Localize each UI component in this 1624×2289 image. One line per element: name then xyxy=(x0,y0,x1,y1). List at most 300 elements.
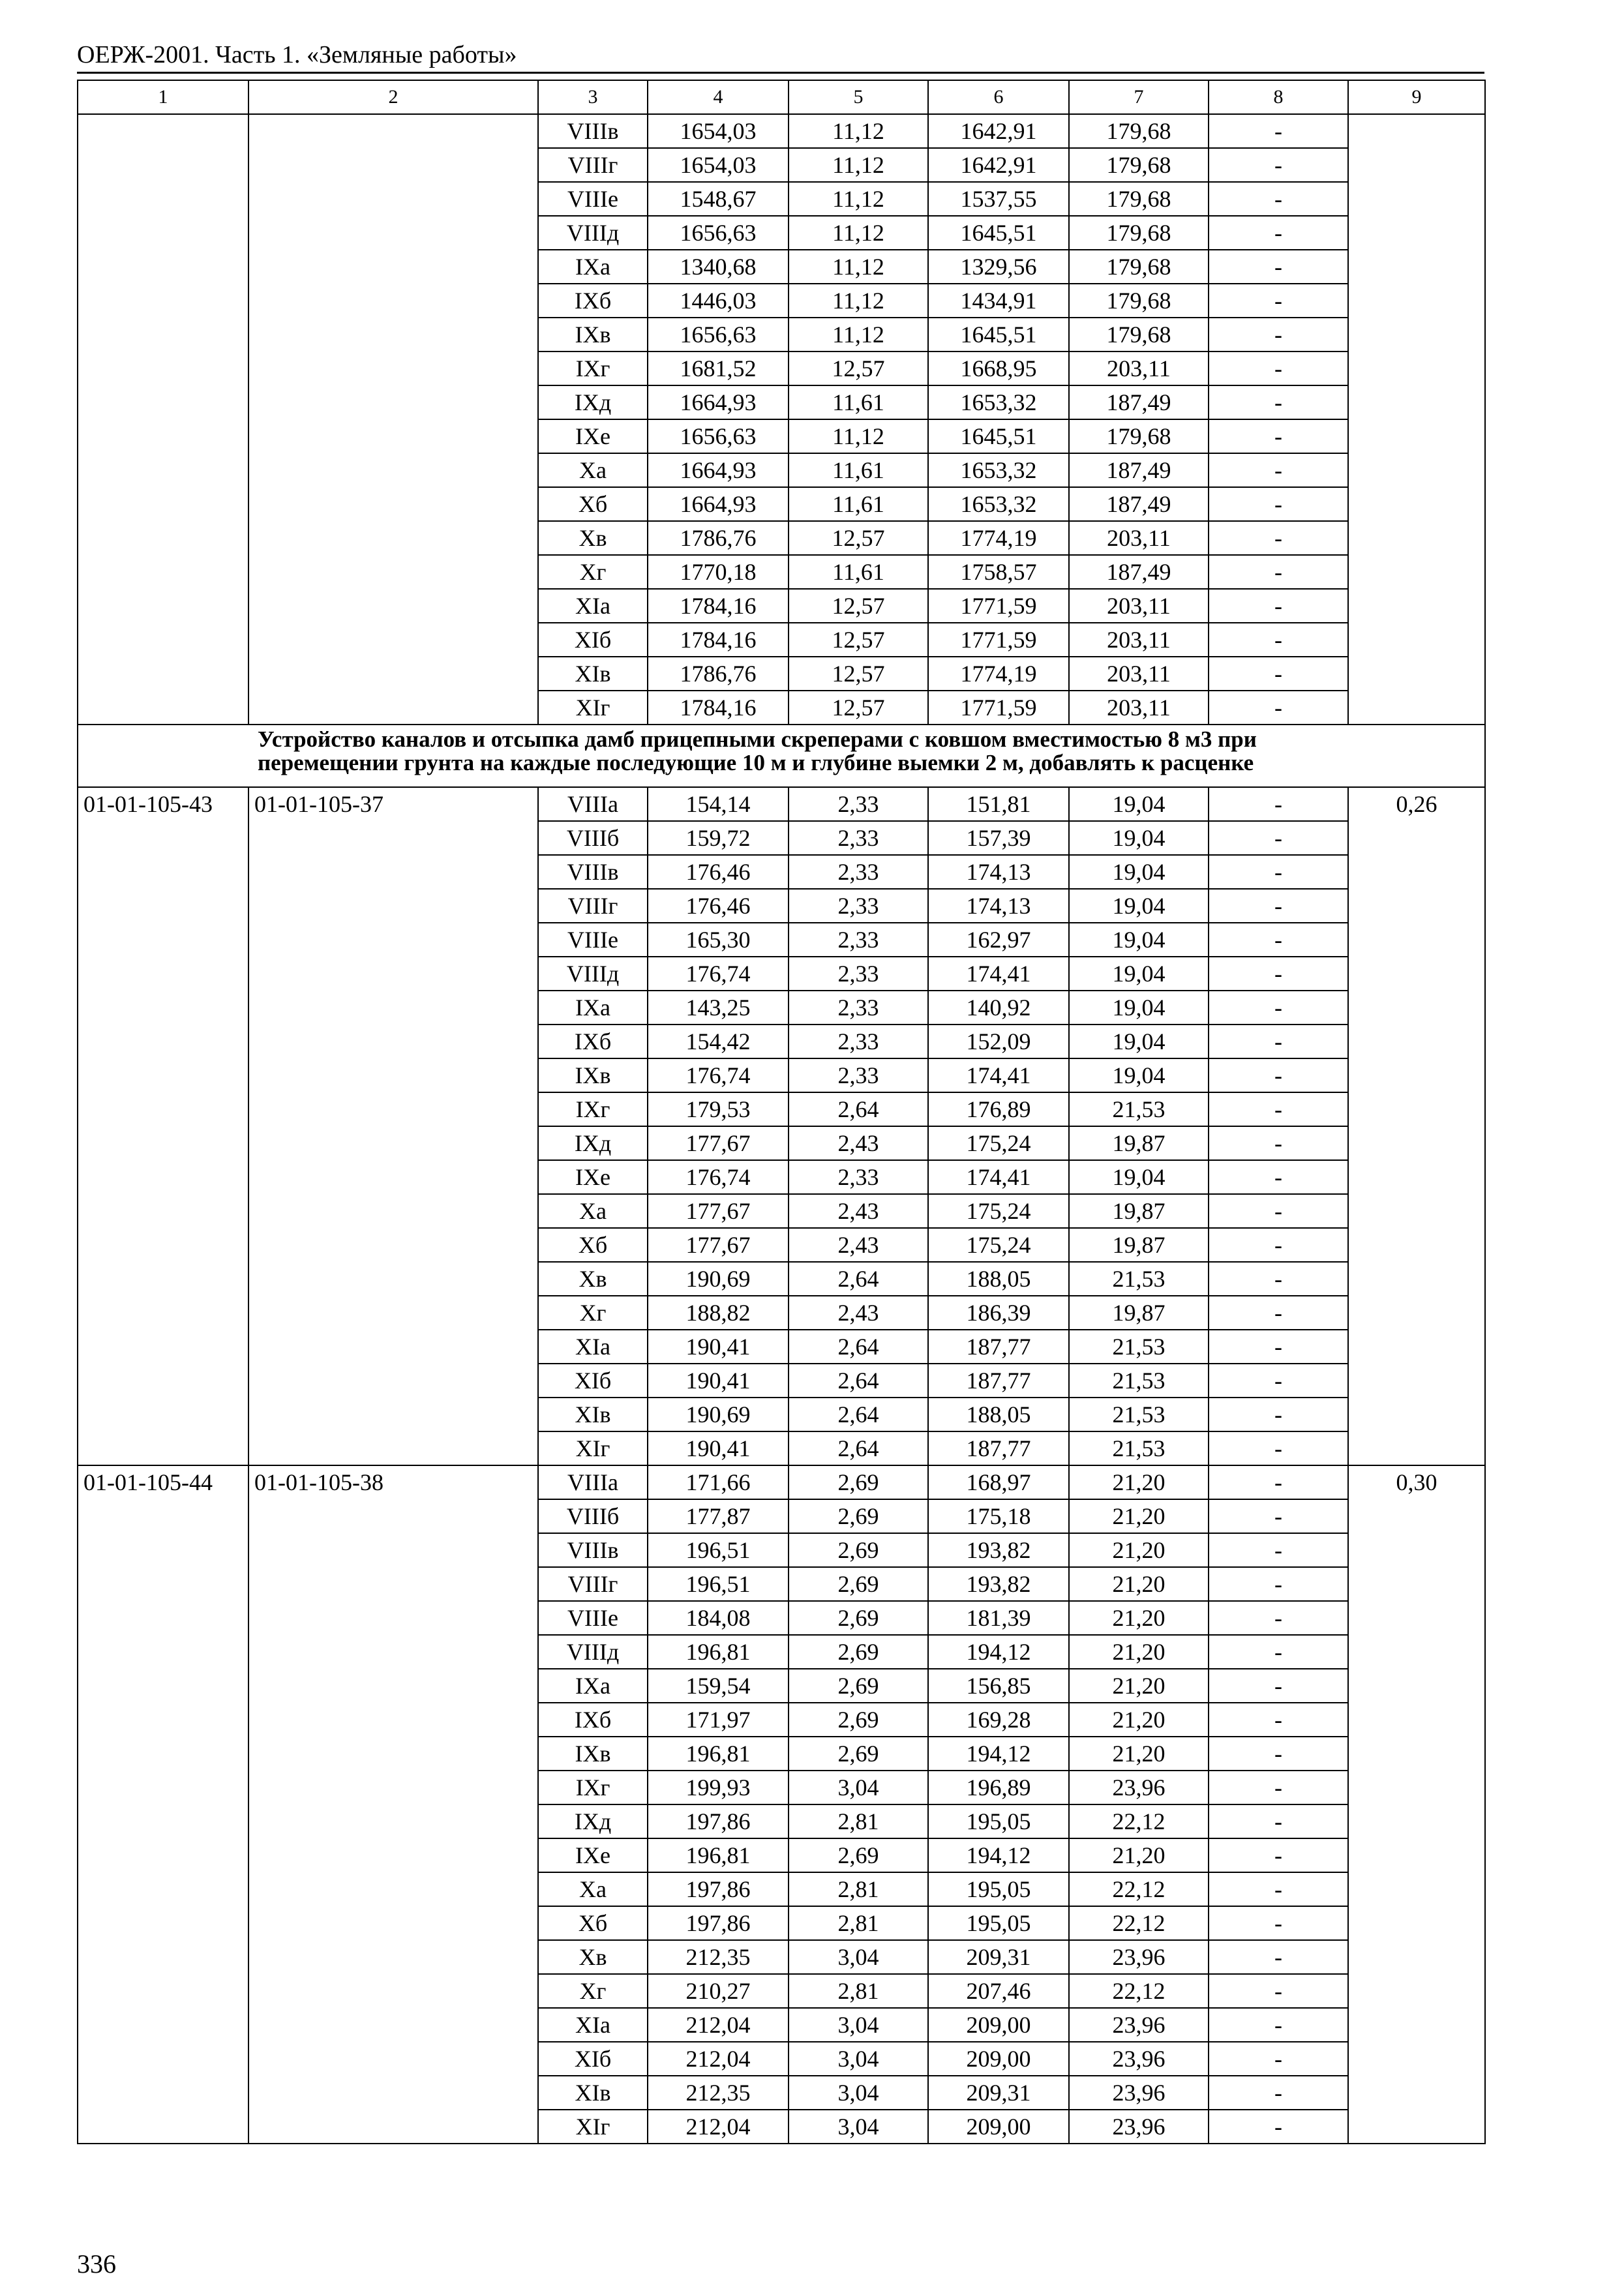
wages-cell: 11,12 xyxy=(789,148,928,182)
machine-cost-cell: 1642,91 xyxy=(928,148,1069,182)
machinist-wages-cell: 19,04 xyxy=(1069,957,1209,991)
machinist-wages-cell: 179,68 xyxy=(1069,284,1209,318)
materials-cell: - xyxy=(1209,1499,1348,1533)
materials-cell: - xyxy=(1209,250,1348,284)
total-cost-cell: 177,67 xyxy=(648,1126,789,1160)
machinist-wages-cell: 21,20 xyxy=(1069,1669,1209,1703)
total-cost-cell: 196,81 xyxy=(648,1635,789,1669)
column-number: 1 xyxy=(78,80,248,114)
machinist-wages-cell: 21,20 xyxy=(1069,1465,1209,1499)
table-body xyxy=(78,80,1485,2144)
machine-cost-cell: 1653,32 xyxy=(928,385,1069,419)
machinist-wages-cell: 21,53 xyxy=(1069,1431,1209,1465)
total-cost-cell: 1664,93 xyxy=(648,487,789,521)
wages-cell: 3,04 xyxy=(789,2042,928,2076)
machine-cost-cell: 187,77 xyxy=(928,1431,1069,1465)
total-cost-cell: 177,67 xyxy=(648,1228,789,1262)
total-cost-cell: 212,04 xyxy=(648,2008,789,2042)
machine-cost-cell: 175,24 xyxy=(928,1126,1069,1160)
soil-group-cell: Xб xyxy=(538,1228,648,1262)
machinist-wages-cell: 179,68 xyxy=(1069,114,1209,148)
machine-cost-cell: 194,12 xyxy=(928,1838,1069,1872)
wages-cell: 2,64 xyxy=(789,1262,928,1296)
machine-cost-cell: 1771,59 xyxy=(928,623,1069,657)
wages-cell: 2,64 xyxy=(789,1398,928,1431)
wages-cell: 2,33 xyxy=(789,923,928,957)
soil-group-cell: VIIIе xyxy=(538,923,648,957)
machinist-wages-cell: 21,20 xyxy=(1069,1567,1209,1601)
machinist-wages-cell: 19,04 xyxy=(1069,821,1209,855)
machine-cost-cell: 140,92 xyxy=(928,991,1069,1025)
soil-group-cell: IXб xyxy=(538,1703,648,1737)
machine-cost-cell: 1774,19 xyxy=(928,521,1069,555)
materials-cell: - xyxy=(1209,1194,1348,1228)
wages-cell: 2,43 xyxy=(789,1194,928,1228)
table-row xyxy=(78,1465,1485,1499)
total-cost-cell: 196,81 xyxy=(648,1838,789,1872)
machine-cost-cell: 1653,32 xyxy=(928,453,1069,487)
wages-cell: 11,12 xyxy=(789,419,928,453)
materials-cell: - xyxy=(1209,855,1348,889)
soil-group-cell: IXд xyxy=(538,1804,648,1838)
materials-cell: - xyxy=(1209,657,1348,691)
total-cost-cell: 177,87 xyxy=(648,1499,789,1533)
section-heading-row xyxy=(78,725,1485,787)
header-rule xyxy=(77,72,1484,74)
total-cost-cell: 1656,63 xyxy=(648,318,789,352)
total-cost-cell: 196,51 xyxy=(648,1567,789,1601)
total-cost-cell: 190,41 xyxy=(648,1431,789,1465)
soil-group-cell: Xв xyxy=(538,1940,648,1974)
materials-cell: - xyxy=(1209,352,1348,385)
machinist-wages-cell: 22,12 xyxy=(1069,1906,1209,1940)
machinist-wages-cell: 179,68 xyxy=(1069,216,1209,250)
soil-group-cell: VIIIг xyxy=(538,148,648,182)
total-cost-cell: 199,93 xyxy=(648,1771,789,1804)
total-cost-cell: 154,42 xyxy=(648,1025,789,1058)
rate-code-cell: 01-01-105-43 xyxy=(78,787,248,1465)
machine-cost-cell: 157,39 xyxy=(928,821,1069,855)
wages-cell: 11,12 xyxy=(789,284,928,318)
materials-cell: - xyxy=(1209,787,1348,821)
soil-group-cell: XIв xyxy=(538,2076,648,2110)
machine-cost-cell: 175,24 xyxy=(928,1228,1069,1262)
wages-cell: 11,61 xyxy=(789,487,928,521)
machinist-wages-cell: 19,04 xyxy=(1069,1025,1209,1058)
soil-group-cell: VIIIе xyxy=(538,1601,648,1635)
column-number: 6 xyxy=(928,80,1069,114)
wages-cell: 2,69 xyxy=(789,1838,928,1872)
wages-cell: 2,69 xyxy=(789,1601,928,1635)
machinist-wages-cell: 23,96 xyxy=(1069,2042,1209,2076)
total-cost-cell: 196,51 xyxy=(648,1533,789,1567)
soil-group-cell: IXа xyxy=(538,1669,648,1703)
column-number: 5 xyxy=(789,80,928,114)
total-cost-cell: 176,74 xyxy=(648,957,789,991)
section-title xyxy=(78,728,1484,775)
soil-group-cell: VIIIг xyxy=(538,1567,648,1601)
wages-cell: 2,81 xyxy=(789,1872,928,1906)
soil-group-cell: XIа xyxy=(538,1330,648,1364)
materials-cell: - xyxy=(1209,2110,1348,2144)
machinist-wages-cell: 19,87 xyxy=(1069,1194,1209,1228)
materials-cell: - xyxy=(1209,1669,1348,1703)
materials-cell: - xyxy=(1209,889,1348,923)
machine-cost-cell: 195,05 xyxy=(928,1872,1069,1906)
machine-cost-cell: 1653,32 xyxy=(928,487,1069,521)
machine-cost-cell: 1537,55 xyxy=(928,182,1069,216)
total-cost-cell: 165,30 xyxy=(648,923,789,957)
soil-group-cell: IXа xyxy=(538,250,648,284)
machinist-wages-cell: 203,11 xyxy=(1069,691,1209,725)
table-row xyxy=(78,114,1485,148)
machinist-wages-cell: 203,11 xyxy=(1069,623,1209,657)
materials-cell: - xyxy=(1209,2076,1348,2110)
soil-group-cell: IXд xyxy=(538,1126,648,1160)
soil-group-cell: IXв xyxy=(538,318,648,352)
soil-group-cell: IXе xyxy=(538,419,648,453)
machine-cost-cell: 187,77 xyxy=(928,1364,1069,1398)
materials-cell: - xyxy=(1209,1092,1348,1126)
wages-cell: 3,04 xyxy=(789,2110,928,2144)
machine-cost-cell: 174,41 xyxy=(928,1160,1069,1194)
page-number: 336 xyxy=(77,2249,116,2279)
total-cost-cell: 190,69 xyxy=(648,1262,789,1296)
machinist-wages-cell: 21,53 xyxy=(1069,1092,1209,1126)
machine-cost-cell: 194,12 xyxy=(928,1737,1069,1771)
total-cost-cell: 171,66 xyxy=(648,1465,789,1499)
machinist-wages-cell: 21,20 xyxy=(1069,1737,1209,1771)
machinist-wages-cell: 19,04 xyxy=(1069,1160,1209,1194)
machinist-wages-cell: 19,04 xyxy=(1069,923,1209,957)
machinist-wages-cell: 21,20 xyxy=(1069,1635,1209,1669)
machinist-wages-cell: 19,04 xyxy=(1069,855,1209,889)
total-cost-cell: 154,14 xyxy=(648,787,789,821)
materials-cell: - xyxy=(1209,1296,1348,1330)
machinist-wages-cell: 23,96 xyxy=(1069,1940,1209,1974)
materials-cell: - xyxy=(1209,385,1348,419)
machine-cost-cell: 1329,56 xyxy=(928,250,1069,284)
total-cost-cell: 1786,76 xyxy=(648,521,789,555)
wages-cell: 11,12 xyxy=(789,250,928,284)
materials-cell: - xyxy=(1209,1160,1348,1194)
soil-group-cell: VIIIв xyxy=(538,1533,648,1567)
materials-cell: - xyxy=(1209,1872,1348,1906)
materials-cell: - xyxy=(1209,1804,1348,1838)
wages-cell: 11,61 xyxy=(789,555,928,589)
machine-cost-cell: 169,28 xyxy=(928,1703,1069,1737)
page-header: ОЕРЖ-2001. Часть 1. «Земляные работы» xyxy=(77,41,517,68)
machinist-wages-cell: 203,11 xyxy=(1069,352,1209,385)
machinist-wages-cell: 203,11 xyxy=(1069,657,1209,691)
wages-cell: 2,33 xyxy=(789,821,928,855)
materials-cell: - xyxy=(1209,1398,1348,1431)
materials-cell: - xyxy=(1209,1737,1348,1771)
soil-group-cell: VIIIг xyxy=(538,889,648,923)
wages-cell: 2,69 xyxy=(789,1635,928,1669)
wages-cell: 2,81 xyxy=(789,1906,928,1940)
machinist-wages-cell: 187,49 xyxy=(1069,487,1209,521)
wages-cell: 2,33 xyxy=(789,855,928,889)
total-cost-cell: 1340,68 xyxy=(648,250,789,284)
machine-cost-cell: 1774,19 xyxy=(928,657,1069,691)
machinist-wages-cell: 19,87 xyxy=(1069,1296,1209,1330)
rate-code-cell xyxy=(78,114,248,725)
wages-cell: 11,61 xyxy=(789,453,928,487)
machine-cost-cell: 1434,91 xyxy=(928,284,1069,318)
total-cost-cell: 1786,76 xyxy=(648,657,789,691)
machinist-wages-cell: 21,20 xyxy=(1069,1533,1209,1567)
soil-group-cell: IXв xyxy=(538,1058,648,1092)
soil-group-cell: IXб xyxy=(538,284,648,318)
soil-group-cell: VIIIб xyxy=(538,821,648,855)
materials-cell: - xyxy=(1209,691,1348,725)
materials-cell: - xyxy=(1209,216,1348,250)
materials-cell: - xyxy=(1209,487,1348,521)
total-cost-cell: 197,86 xyxy=(648,1906,789,1940)
soil-group-cell: IXг xyxy=(538,1092,648,1126)
total-cost-cell: 212,04 xyxy=(648,2110,789,2144)
total-cost-cell: 1654,03 xyxy=(648,114,789,148)
soil-group-cell: VIIIд xyxy=(538,1635,648,1669)
materials-cell: - xyxy=(1209,2008,1348,2042)
wages-cell: 3,04 xyxy=(789,2008,928,2042)
wages-cell: 2,33 xyxy=(789,1160,928,1194)
soil-group-cell: Xг xyxy=(538,1974,648,2008)
machine-cost-cell: 186,39 xyxy=(928,1296,1069,1330)
machine-cost-cell: 194,12 xyxy=(928,1635,1069,1669)
soil-group-cell: XIг xyxy=(538,2110,648,2144)
total-cost-cell: 143,25 xyxy=(648,991,789,1025)
materials-cell: - xyxy=(1209,1974,1348,2008)
soil-group-cell: IXг xyxy=(538,352,648,385)
soil-group-cell: IXд xyxy=(538,385,648,419)
materials-cell: - xyxy=(1209,453,1348,487)
machinist-wages-cell: 21,53 xyxy=(1069,1364,1209,1398)
section-title-line: Устройство каналов и отсыпка дамб прицепными скреперами с ковшом вместимостью 8 м3 при xyxy=(258,726,1257,752)
wages-cell: 2,69 xyxy=(789,1465,928,1499)
total-cost-cell: 1784,16 xyxy=(648,691,789,725)
wages-cell: 2,33 xyxy=(789,1025,928,1058)
materials-cell: - xyxy=(1209,1025,1348,1058)
machine-cost-cell: 195,05 xyxy=(928,1906,1069,1940)
wages-cell: 2,69 xyxy=(789,1533,928,1567)
soil-group-cell: VIIIа xyxy=(538,787,648,821)
wages-cell: 12,57 xyxy=(789,691,928,725)
wages-cell: 2,33 xyxy=(789,991,928,1025)
machinist-wages-cell: 179,68 xyxy=(1069,419,1209,453)
total-cost-cell: 197,86 xyxy=(648,1804,789,1838)
machinist-wages-cell: 23,96 xyxy=(1069,1771,1209,1804)
machine-cost-cell: 1645,51 xyxy=(928,318,1069,352)
wages-cell: 2,33 xyxy=(789,787,928,821)
machinist-wages-cell: 19,04 xyxy=(1069,1058,1209,1092)
materials-cell: - xyxy=(1209,521,1348,555)
soil-group-cell: IXв xyxy=(538,1737,648,1771)
machine-cost-cell: 195,05 xyxy=(928,1804,1069,1838)
wages-cell: 11,12 xyxy=(789,216,928,250)
wages-cell: 3,04 xyxy=(789,2076,928,2110)
machinist-wages-cell: 179,68 xyxy=(1069,148,1209,182)
machine-cost-cell: 174,41 xyxy=(928,957,1069,991)
materials-cell: - xyxy=(1209,1771,1348,1804)
materials-cell: - xyxy=(1209,1058,1348,1092)
wages-cell: 2,43 xyxy=(789,1228,928,1262)
materials-cell: - xyxy=(1209,148,1348,182)
materials-cell: - xyxy=(1209,1635,1348,1669)
machine-cost-cell: 1758,57 xyxy=(928,555,1069,589)
machine-cost-cell: 196,89 xyxy=(928,1771,1069,1804)
column-number-row xyxy=(78,80,1485,114)
machine-cost-cell: 181,39 xyxy=(928,1601,1069,1635)
total-cost-cell: 196,81 xyxy=(648,1737,789,1771)
total-cost-cell: 1548,67 xyxy=(648,182,789,216)
machine-cost-cell: 1668,95 xyxy=(928,352,1069,385)
soil-group-cell: XIб xyxy=(538,623,648,657)
machine-cost-cell: 188,05 xyxy=(928,1398,1069,1431)
base-rate-code-cell: 01-01-105-37 xyxy=(248,787,538,1465)
section-title-line: перемещении грунта на каждые последующие 10 м и глубине выемки 2 м, добавлять к расценке xyxy=(258,750,1254,775)
column-number: 7 xyxy=(1069,80,1209,114)
coefficient-cell: 0,30 xyxy=(1348,1465,1485,2144)
materials-cell: - xyxy=(1209,957,1348,991)
rates-table xyxy=(77,80,1486,2144)
machine-cost-cell: 175,18 xyxy=(928,1499,1069,1533)
machinist-wages-cell: 187,49 xyxy=(1069,555,1209,589)
machine-cost-cell: 174,41 xyxy=(928,1058,1069,1092)
machine-cost-cell: 1645,51 xyxy=(928,419,1069,453)
soil-group-cell: Xв xyxy=(538,1262,648,1296)
wages-cell: 2,33 xyxy=(789,1058,928,1092)
materials-cell: - xyxy=(1209,1703,1348,1737)
materials-cell: - xyxy=(1209,419,1348,453)
total-cost-cell: 1654,03 xyxy=(648,148,789,182)
machinist-wages-cell: 21,20 xyxy=(1069,1838,1209,1872)
materials-cell: - xyxy=(1209,1906,1348,1940)
machine-cost-cell: 209,31 xyxy=(928,1940,1069,1974)
total-cost-cell: 177,67 xyxy=(648,1194,789,1228)
total-cost-cell: 212,04 xyxy=(648,2042,789,2076)
wages-cell: 11,12 xyxy=(789,182,928,216)
column-number: 9 xyxy=(1348,80,1485,114)
materials-cell: - xyxy=(1209,1567,1348,1601)
machine-cost-cell: 152,09 xyxy=(928,1025,1069,1058)
soil-group-cell: Xб xyxy=(538,487,648,521)
soil-group-cell: VIIIд xyxy=(538,957,648,991)
total-cost-cell: 190,41 xyxy=(648,1330,789,1364)
total-cost-cell: 184,08 xyxy=(648,1601,789,1635)
wages-cell: 2,69 xyxy=(789,1669,928,1703)
materials-cell: - xyxy=(1209,1940,1348,1974)
total-cost-cell: 1446,03 xyxy=(648,284,789,318)
wages-cell: 2,81 xyxy=(789,1804,928,1838)
machine-cost-cell: 209,00 xyxy=(928,2110,1069,2144)
total-cost-cell: 1656,63 xyxy=(648,216,789,250)
machine-cost-cell: 175,24 xyxy=(928,1194,1069,1228)
machinist-wages-cell: 19,04 xyxy=(1069,991,1209,1025)
machinist-wages-cell: 23,96 xyxy=(1069,2110,1209,2144)
machine-cost-cell: 209,31 xyxy=(928,2076,1069,2110)
soil-group-cell: Xб xyxy=(538,1906,648,1940)
soil-group-cell: VIIIа xyxy=(538,1465,648,1499)
machinist-wages-cell: 21,20 xyxy=(1069,1499,1209,1533)
soil-group-cell: Xг xyxy=(538,1296,648,1330)
materials-cell: - xyxy=(1209,589,1348,623)
machinist-wages-cell: 21,20 xyxy=(1069,1703,1209,1737)
wages-cell: 2,69 xyxy=(789,1499,928,1533)
materials-cell: - xyxy=(1209,1465,1348,1499)
materials-cell: - xyxy=(1209,284,1348,318)
machinist-wages-cell: 203,11 xyxy=(1069,589,1209,623)
coefficient-cell: 0,26 xyxy=(1348,787,1485,1465)
wages-cell: 2,69 xyxy=(789,1703,928,1737)
soil-group-cell: IXа xyxy=(538,991,648,1025)
total-cost-cell: 1656,63 xyxy=(648,419,789,453)
materials-cell: - xyxy=(1209,991,1348,1025)
machine-cost-cell: 207,46 xyxy=(928,1974,1069,2008)
machinist-wages-cell: 19,87 xyxy=(1069,1126,1209,1160)
materials-cell: - xyxy=(1209,1126,1348,1160)
machinist-wages-cell: 187,49 xyxy=(1069,385,1209,419)
materials-cell: - xyxy=(1209,1228,1348,1262)
total-cost-cell: 171,97 xyxy=(648,1703,789,1737)
soil-group-cell: XIб xyxy=(538,1364,648,1398)
materials-cell: - xyxy=(1209,555,1348,589)
soil-group-cell: IXе xyxy=(538,1160,648,1194)
wages-cell: 2,81 xyxy=(789,1974,928,2008)
materials-cell: - xyxy=(1209,318,1348,352)
machine-cost-cell: 168,97 xyxy=(928,1465,1069,1499)
total-cost-cell: 1664,93 xyxy=(648,385,789,419)
column-number: 3 xyxy=(538,80,648,114)
machinist-wages-cell: 21,53 xyxy=(1069,1262,1209,1296)
total-cost-cell: 212,35 xyxy=(648,1940,789,1974)
machinist-wages-cell: 22,12 xyxy=(1069,1974,1209,2008)
total-cost-cell: 179,53 xyxy=(648,1092,789,1126)
wages-cell: 12,57 xyxy=(789,589,928,623)
machine-cost-cell: 193,82 xyxy=(928,1533,1069,1567)
total-cost-cell: 1784,16 xyxy=(648,589,789,623)
machine-cost-cell: 209,00 xyxy=(928,2042,1069,2076)
wages-cell: 2,43 xyxy=(789,1126,928,1160)
materials-cell: - xyxy=(1209,1330,1348,1364)
machine-cost-cell: 1771,59 xyxy=(928,691,1069,725)
wages-cell: 2,69 xyxy=(789,1737,928,1771)
soil-group-cell: Xг xyxy=(538,555,648,589)
wages-cell: 2,64 xyxy=(789,1092,928,1126)
coefficient-cell xyxy=(1348,114,1485,725)
wages-cell: 2,43 xyxy=(789,1296,928,1330)
machinist-wages-cell: 22,12 xyxy=(1069,1804,1209,1838)
rate-code-cell: 01-01-105-44 xyxy=(78,1465,248,2144)
machinist-wages-cell: 21,53 xyxy=(1069,1398,1209,1431)
wages-cell: 12,57 xyxy=(789,521,928,555)
wages-cell: 2,33 xyxy=(789,889,928,923)
machine-cost-cell: 188,05 xyxy=(928,1262,1069,1296)
machine-cost-cell: 156,85 xyxy=(928,1669,1069,1703)
total-cost-cell: 190,69 xyxy=(648,1398,789,1431)
soil-group-cell: XIв xyxy=(538,1398,648,1431)
column-number: 2 xyxy=(248,80,538,114)
materials-cell: - xyxy=(1209,114,1348,148)
table-row xyxy=(78,787,1485,821)
wages-cell: 11,61 xyxy=(789,385,928,419)
wages-cell: 2,33 xyxy=(789,957,928,991)
machine-cost-cell: 193,82 xyxy=(928,1567,1069,1601)
soil-group-cell: XIа xyxy=(538,2008,648,2042)
soil-group-cell: XIа xyxy=(538,589,648,623)
materials-cell: - xyxy=(1209,1838,1348,1872)
